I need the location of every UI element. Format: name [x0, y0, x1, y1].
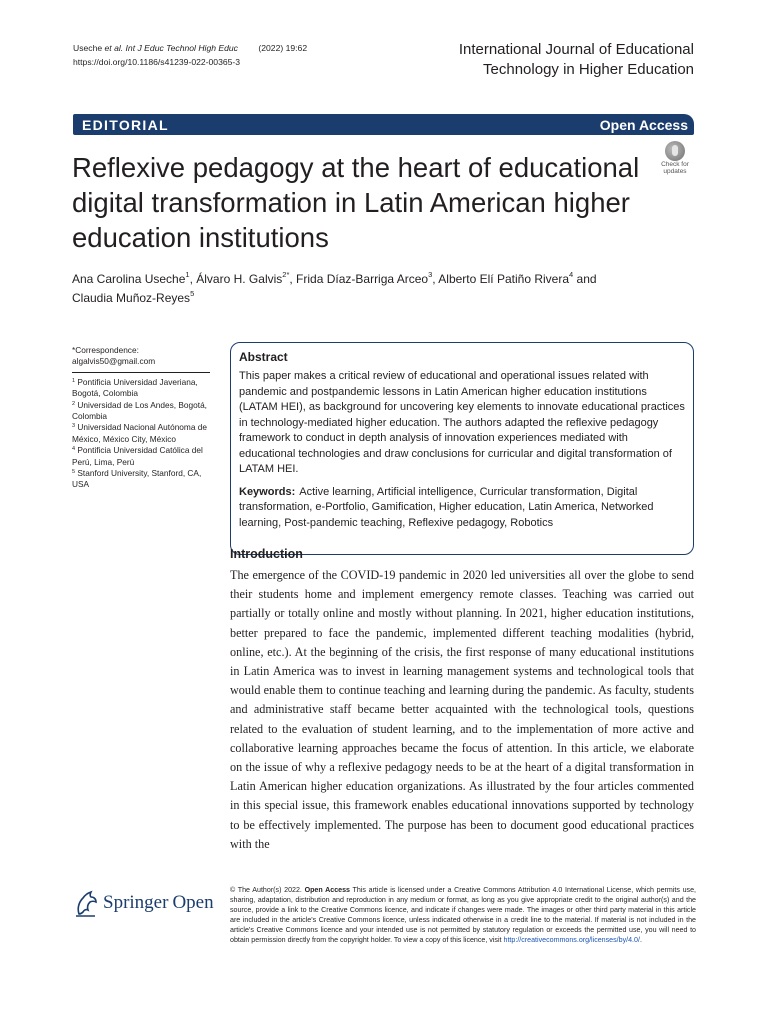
- affiliation-text: Universidad de Los Andes, Bogotá, Colombia: [72, 399, 207, 422]
- springer-wordmark: Springer: [103, 892, 169, 913]
- author-name[interactable]: Claudia Muñoz-Reyes: [72, 291, 191, 305]
- journal-name-line1: International Journal of Educational: [458, 41, 694, 58]
- introduction-body: The emergence of the COVID-19 pandemic in 2020 led universities all over the globe to send their students home and implement emergency remote classes. Teaching was carried out partially or totally online and mostly without planning. In 2021, higher education institutions, better prepared to face the pandemic, implemented different teaching modalities (hybrid, online, etc.). At the beginning of the crisis, the first response of many educational institutions in Latin America was to invest in learning management systems and technological tools that would enable them to continue teaching and learning during the pandemic. As faculty, students and administrative staff became better acquainted with the technological tools, questions related to the evaluation of student learning, and to the implementation of more active and collaborative learning approaches became the focus of attention. In this article, we elaborate on the issue of why a reflexive pedagogy needs to be at the heart of a digital transformation in Latin American higher education organizations. As illustrated by the four articles commented in this special issue, this framework enables educational innovations supported by technology to be effectively implemented. The purpose has been to document good educational practices with the: [230, 568, 694, 851]
- springer-horse-icon: [73, 888, 99, 918]
- affiliation-item: [72, 400, 210, 423]
- article-type-label: EDITORIAL: [82, 116, 169, 133]
- introduction-heading: Introduction: [230, 547, 303, 561]
- correspondence-email[interactable]: algalvis50@gmail.com: [72, 356, 156, 367]
- check-updates-icon: [665, 141, 685, 161]
- author-list: Ana Carolina Useche$^1$, Álvaro H. Galvis$^{2*}$, Frida Díaz-Barriga Arceo$^3$, Alberto Elí Patiño Rivera$^4$ and Claudia Muñoz-Reyes$^5$: [72, 270, 597, 305]
- check-updates-line1: Check for: [661, 161, 689, 168]
- affiliation-number: 4: [72, 446, 76, 453]
- keywords-list: Active learning, Artificial intelligence, Curricular transformation, Digital transformation, e-Portfolio, Gamification, Higher education, Latin America, Networked learning, Post-pandemic teaching, Reflexive pedagogy, Robotics: [239, 485, 654, 529]
- license-copyright: © The Author(s) 2022.: [230, 886, 302, 894]
- correspondence-label: *Correspondence:: [72, 345, 139, 355]
- author-affiliation-ref: 5: [190, 289, 195, 298]
- author-affiliation-ref: 2*: [282, 270, 290, 279]
- journal-name-line2: Technology in Higher Education: [483, 61, 694, 78]
- citation-journal: et al. Int J Educ Technol High Educ: [104, 43, 238, 53]
- author-affiliation-ref: 4: [569, 270, 574, 279]
- affiliation-text: Pontificia Universidad Javeriana, Bogotá, Colombia: [72, 376, 198, 399]
- affiliation-text: Stanford University, Stanford, CA, USA: [72, 468, 202, 490]
- check-for-updates-badge[interactable]: [655, 141, 695, 179]
- author-affiliation-ref: 3: [428, 270, 433, 279]
- article-type-banner: [73, 114, 694, 135]
- author-conjunction: and: [576, 272, 597, 286]
- license-link[interactable]: http://creativecommons.org/licenses/by/4.0/: [503, 936, 640, 944]
- author-name[interactable]: Ana Carolina Useche: [72, 272, 186, 286]
- affiliation-text: Universidad Nacional Autónoma de México, México City, México: [72, 422, 207, 444]
- citation-authors: Useche: [73, 43, 103, 53]
- abstract-text: This paper makes a critical review of educational and operational issues related with pandemic and postpandemic lessons in Latin American higher education institutions (LATAM HEI), as background for uncovering key elements to innovate educational practices in technology-mediated higher education. The authors adapted the reflexive pedagogy framework to conduct in depth analysis of innovation experiences mediated with educational technologies and draw conclusions for curricular and digital transformation of LATAM HEI.: [239, 370, 685, 475]
- author-name[interactable]: Álvaro H. Galvis: [196, 272, 283, 286]
- correspondence-block: [72, 345, 210, 373]
- license-end: .: [639, 936, 642, 944]
- affiliation-number: 1: [72, 377, 76, 384]
- article-title: Reflexive pedagogy at the heart of educational digital transformation in Latin American higher education institutions: [72, 152, 640, 253]
- affiliation-number: 5: [72, 469, 76, 476]
- springer-open-logo[interactable]: [73, 886, 218, 920]
- keywords-label: Keywords:: [239, 485, 296, 498]
- author-affiliation-ref: 1: [185, 270, 190, 279]
- license-statement: [230, 885, 696, 945]
- author-name[interactable]: Alberto Elí Patiño Rivera: [438, 272, 570, 286]
- citation-header: [73, 41, 307, 69]
- affiliation-item: [72, 445, 210, 468]
- affiliations-sidebar: [72, 345, 210, 491]
- author-name[interactable]: Frida Díaz-Barriga Arceo: [296, 272, 429, 286]
- affiliation-number: 3: [72, 423, 76, 430]
- license-text: This article is licensed under a Creative Commons Attribution 4.0 International License, which permits use, sharing, adaptation, distribution and reproduction in any medium or format, as long as you give appropriate credit to the original author(s) and the source, provide a link to the Creative Commons licence, and indicate if changes were made. The images or other third party material in this article are included in the article’s Creative Commons licence, unless indicated otherwise in a credit line to the material. If material is not included in the article’s Creative Commons licence and your intended use is not permitted by statutory regulation or exceeds the permitted use, you will need to obtain permission directly from the copyright holder. To view a copy of this licence, visit: [230, 886, 696, 944]
- abstract-heading: Abstract: [239, 350, 288, 364]
- citation-line: [73, 41, 307, 55]
- license-open-access: Open Access: [304, 886, 350, 894]
- keywords: [239, 485, 685, 532]
- affiliation-item: [72, 468, 210, 491]
- affiliation-item: [72, 422, 210, 445]
- abstract-box: [230, 342, 694, 555]
- citation-year: (2022) 19:62: [258, 43, 308, 53]
- open-wordmark: Open: [172, 892, 214, 913]
- check-updates-line2: updates: [663, 168, 687, 175]
- affiliation-text: Pontificia Universidad Católica del Perú, Lima, Perú: [72, 445, 203, 467]
- open-access-label: Open Access: [599, 116, 688, 133]
- affiliation-number: 2: [72, 400, 76, 407]
- affiliation-item: [72, 377, 210, 400]
- check-updates-text: [655, 161, 695, 175]
- journal-name: [459, 40, 694, 80]
- doi-link[interactable]: https://doi.org/10.1186/s41239-022-00365-3: [73, 57, 241, 67]
